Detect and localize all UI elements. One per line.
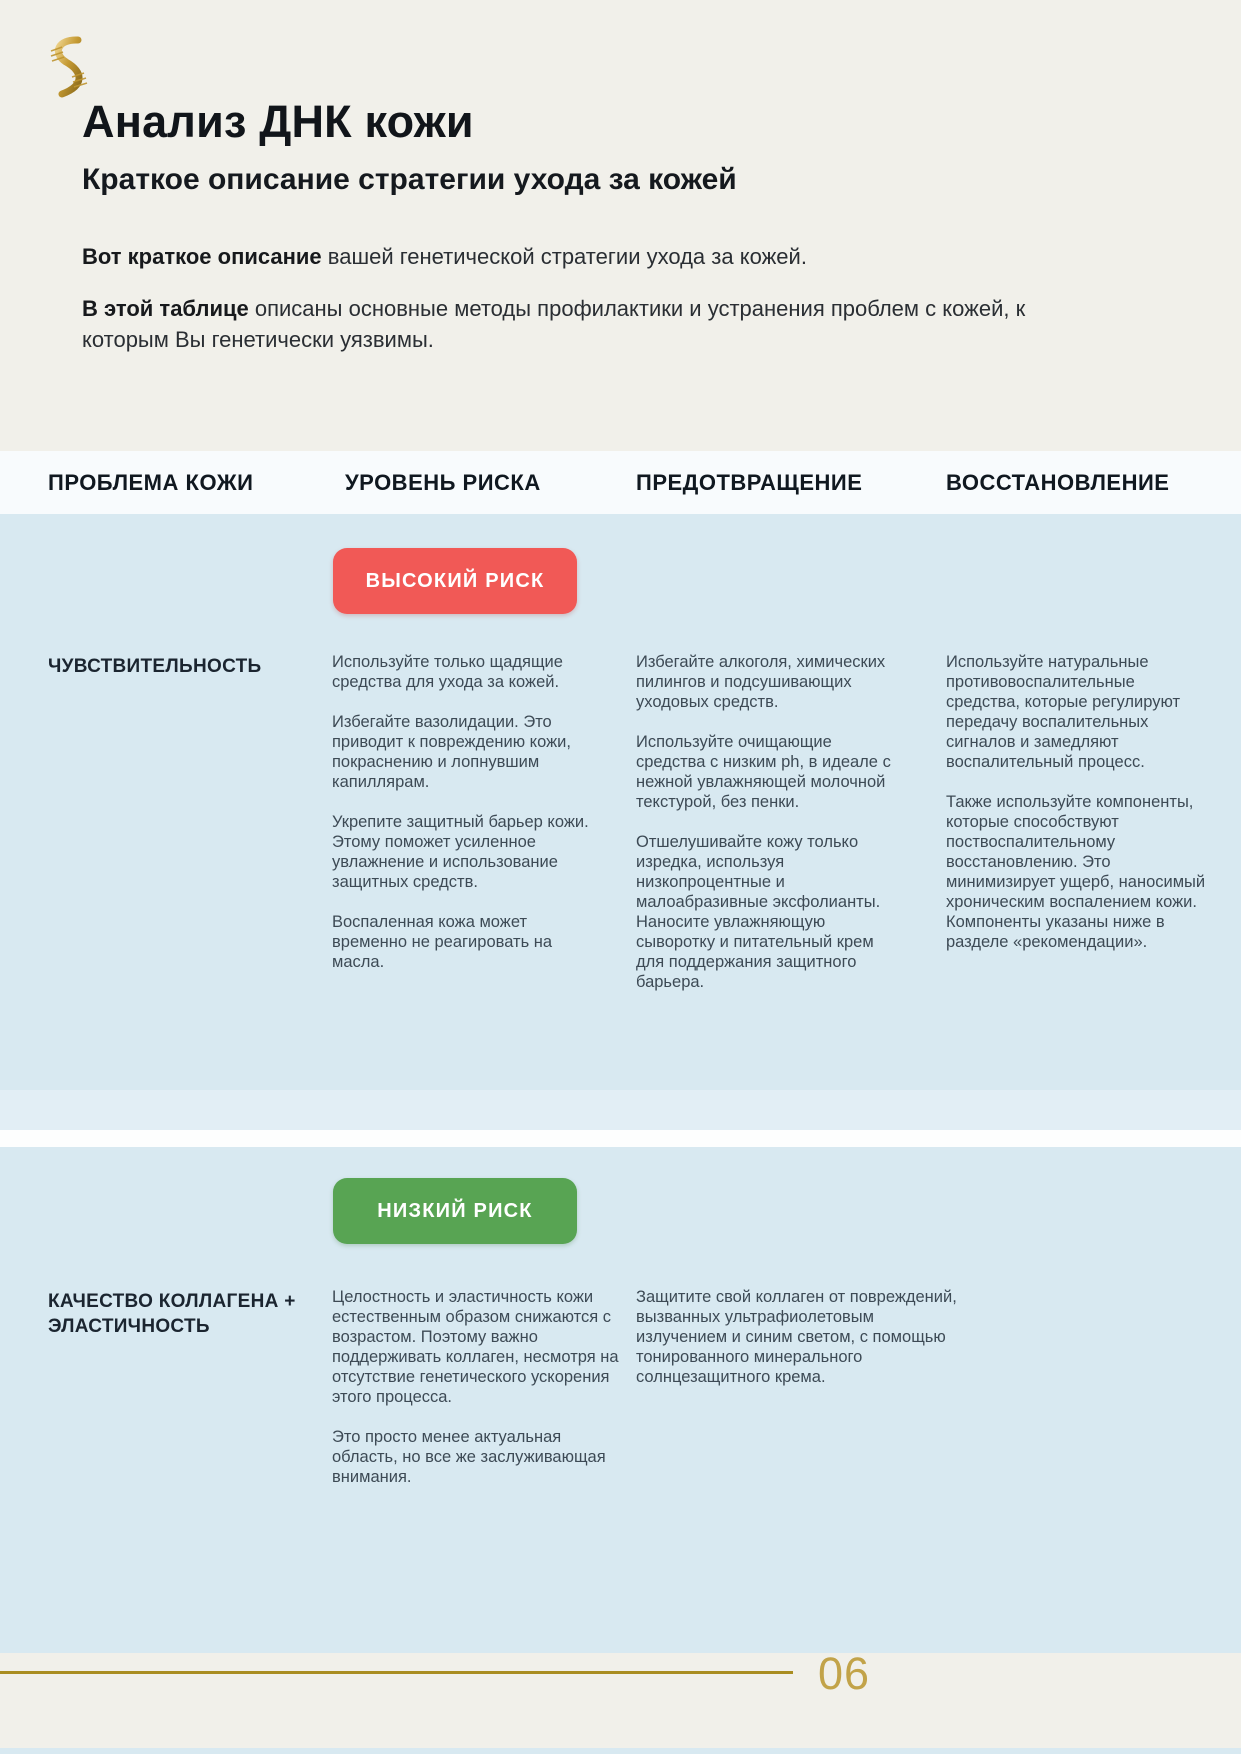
risk-advice-paragraph: Целостность и эластичность кожи естественным образом снижаются с возрастом. Поэтому важно поддерживать коллаген, несмотря на отсутствие генетического ускорения этого процесса. <box>332 1288 619 1406</box>
risk-section-low <box>0 1147 1241 1653</box>
risk-section-high <box>0 514 1241 1090</box>
page-subtitle: Краткое описание стратегии ухода за кожей <box>82 163 737 196</box>
column-header-problem: ПРОБЛЕМА КОЖИ <box>48 470 254 495</box>
cell-prevention <box>636 1287 966 1387</box>
high-risk-badge: ВЫСОКИЙ РИСК <box>333 548 577 614</box>
risk-advice-paragraph: Воспаленная кожа может временно не реагировать на масла. <box>332 913 553 971</box>
cell-prevention <box>636 652 898 992</box>
column-header-recovery: ВОССТАНОВЛЕНИЕ <box>946 470 1170 495</box>
risk-advice-paragraph: Укрепите защитный барьер кожи. Этому поможет усиленное увлажнение и использование защитных средств. <box>332 813 589 891</box>
section-divider-strip <box>0 1090 1241 1130</box>
cell-recovery <box>946 652 1210 952</box>
low-risk-badge: НИЗКИЙ РИСК <box>333 1178 577 1244</box>
risk-advice-paragraph: Это просто менее актуальная область, но все же заслуживающая внимания. <box>332 1428 606 1486</box>
intro-text-1: вашей генетической стратегии ухода за кожей. <box>321 244 807 269</box>
recovery-paragraph: Также используйте компоненты, которые способствуют поствоспалительному восстановлению. Это минимизирует ущерб, наносимый хроническим воспалением кожи. Компоненты указаны ниже в разделе «рекомендации». <box>946 793 1206 951</box>
page-number: 06 <box>818 1648 871 1699</box>
prevention-paragraph: Избегайте алкоголя, химических пилингов и подсушивающих уходовых средств. <box>636 653 886 711</box>
prevention-paragraph: Защитите свой коллаген от повреждений, вызванных ультрафиолетовым излучением и синим светом, с помощью тонированного минерального солнцезащитного крема. <box>636 1288 957 1386</box>
risk-advice-paragraph: Используйте только щадящие средства для ухода за кожей. <box>332 653 563 691</box>
prevention-paragraph: Используйте очищающие средства с низким ph, в идеале с нежной увлажняющей молочной текстурой, без пенки. <box>636 733 891 811</box>
problem-label-collagen: КАЧЕСТВО КОЛЛАГЕНА + ЭЛАСТИЧНОСТЬ <box>48 1291 296 1337</box>
intro-paragraph-1 <box>82 241 1032 272</box>
cell-risk-advice <box>332 652 590 972</box>
dna-logo-icon <box>46 36 92 98</box>
problem-label-sensitivity: ЧУВСТВИТЕЛЬНОСТЬ <box>48 656 262 677</box>
column-header-prevention: ПРЕДОТВРАЩЕНИЕ <box>636 470 863 495</box>
intro-text-2: описаны основные методы профилактики и устранения проблем с кожей, к которым Вы генетически уязвимы. <box>82 296 1026 352</box>
cell-risk-advice <box>332 1287 624 1487</box>
page-title: Анализ ДНК кожи <box>82 96 474 147</box>
intro-paragraph-2 <box>82 293 1032 355</box>
intro-lead-2: В этой таблице <box>82 296 249 321</box>
column-header-risk-level: УРОВЕНЬ РИСКА <box>345 470 541 495</box>
bottom-edge-strip <box>0 1748 1241 1754</box>
prevention-paragraph: Отшелушивайте кожу только изредка, используя низкопроцентные и малоабразивные эксфолианты. Наносите увлажняющую сыворотку и питательный крем для поддержания защитного барьера. <box>636 833 881 991</box>
section-divider-gap <box>0 1130 1241 1147</box>
intro-lead-1: Вот краткое описание <box>82 244 322 269</box>
footer-gold-line <box>0 1671 793 1674</box>
recovery-paragraph: Используйте натуральные противовоспалительные средства, которые регулируют передачу воспалительных сигналов и замедляют воспалительный процесс. <box>946 653 1181 771</box>
table-header-row <box>0 451 1241 514</box>
risk-advice-paragraph: Избегайте вазолидации. Это приводит к повреждению кожи, покраснению и лопнувшим капиллярам. <box>332 713 571 791</box>
